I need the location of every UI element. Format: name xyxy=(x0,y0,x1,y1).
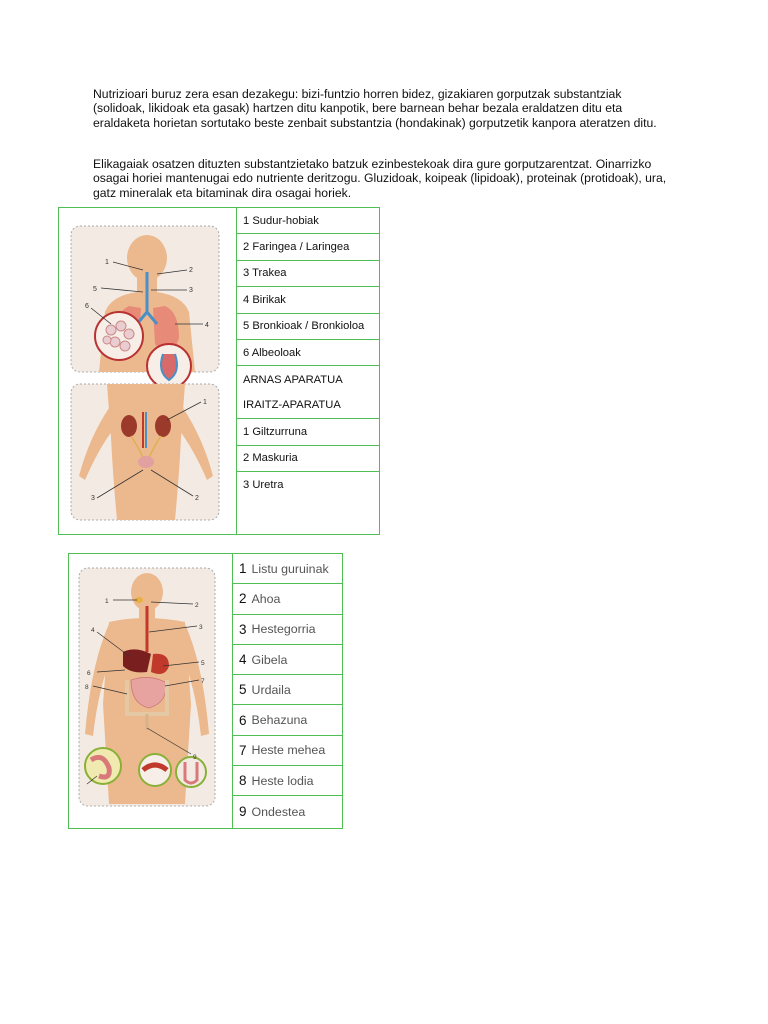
legend-row: 2 Faringea / Laringea xyxy=(237,234,379,260)
row-number: 4 xyxy=(239,652,247,668)
legend-row: 6 Albeoloak xyxy=(237,340,379,366)
excretory-system-heading: IRAITZ-APARATUA xyxy=(237,393,379,419)
row-label: Gibela xyxy=(251,652,288,667)
legend-row: 5 Bronkioak / Bronkioloa xyxy=(237,314,379,340)
legend-row xyxy=(233,705,342,735)
legend-row: 2 Maskuria xyxy=(237,446,379,472)
respiratory-excretory-legend xyxy=(237,208,379,498)
row-label: Ondestea xyxy=(251,804,306,819)
row-number: 5 xyxy=(239,682,247,698)
row-label: Heste mehea xyxy=(251,743,326,758)
legend-row: 3 Uretra xyxy=(243,479,284,492)
legend-row: 1 Giltzurruna xyxy=(237,419,379,445)
label-num-2: 2 xyxy=(189,267,193,274)
legend-row xyxy=(233,736,342,766)
row-number: 2 xyxy=(239,591,247,607)
row-label: Behazuna xyxy=(251,713,308,728)
row-label: Listu guruinak xyxy=(251,561,329,576)
legend-row: 3 Trakea xyxy=(237,261,379,287)
digest-num-6: 6 xyxy=(87,670,91,677)
row-number: 8 xyxy=(239,773,247,789)
legend-row xyxy=(233,615,342,645)
row-label: Hestegorria xyxy=(251,622,316,637)
label-num-1: 1 xyxy=(105,259,109,266)
row-number: 1 xyxy=(239,561,247,577)
legend-row xyxy=(233,796,342,826)
label-num-3: 3 xyxy=(189,287,193,294)
row-label: Urdaila xyxy=(251,682,291,697)
legend-row xyxy=(233,766,342,796)
digest-num-4: 4 xyxy=(91,627,95,634)
row-label: Heste lodia xyxy=(251,773,314,788)
digest-num-2: 2 xyxy=(195,602,199,609)
respiratory-system-heading: ARNAS APARATUA xyxy=(243,373,343,386)
label-num-4: 4 xyxy=(205,322,209,329)
row-number: 3 xyxy=(239,621,247,637)
digest-num-8: 8 xyxy=(85,684,89,691)
digest-num-9: 9 xyxy=(193,754,197,761)
legend-row xyxy=(233,675,342,705)
digestive-illustration xyxy=(69,554,233,828)
digest-num-5: 5 xyxy=(201,660,205,667)
legend-row xyxy=(233,645,342,675)
label-num-5: 5 xyxy=(93,286,97,293)
intro-paragraph: Nutrizioari buruz zera esan dezakegu: bizi-funtzio horren bidez, gizakiaren gorputzak substantziak (solidoak, likidoak eta gasak) hartzen ditu kanpotik, bere barnean behar bezala eraldatzen ditu eta eraldaketa horietan sortutako beste zenbait substantzia (hondakinak) gorputzetik kanpora ateratzen ditu. xyxy=(93,87,657,130)
bladder xyxy=(138,456,154,468)
legend-row: 1 Sudur-hobiak xyxy=(237,208,379,234)
legend-row xyxy=(233,554,342,584)
digestive-figure xyxy=(68,553,343,829)
bladder-num-2: 2 xyxy=(195,495,199,502)
nutrients-paragraph: Elikagaiak osatzen dituzten substantzietako batzuk ezinbestekoak dira gure gorputzarentzat. Oinarrizko osagai horiei mantenugai edo nutriente deritzogu. Gluzidoak, koipeak (lipidoak), proteinak (protidoak), ura, gatz mineralak eta bitaminak dira osagai horiek. xyxy=(93,157,667,200)
label-num-6: 6 xyxy=(85,303,89,310)
digestive-legend xyxy=(233,554,342,827)
urethra-num-3: 3 xyxy=(91,495,95,502)
kidney-num-1: 1 xyxy=(203,399,207,406)
digest-num-1: 1 xyxy=(105,598,109,605)
legend-row: 4 Birikak xyxy=(237,287,379,313)
alveoli-zoom xyxy=(95,312,143,360)
legend-row xyxy=(233,584,342,614)
row-number: 6 xyxy=(239,712,247,728)
digest-num-3: 3 xyxy=(199,624,203,631)
digest-num-7: 7 xyxy=(201,678,205,685)
respiratory-excretory-illustration xyxy=(59,208,237,534)
row-label: Ahoa xyxy=(251,591,281,606)
liver xyxy=(123,649,151,672)
row-number: 9 xyxy=(239,804,247,820)
row-number: 7 xyxy=(239,742,247,758)
respiratory-excretory-figure xyxy=(58,207,380,535)
